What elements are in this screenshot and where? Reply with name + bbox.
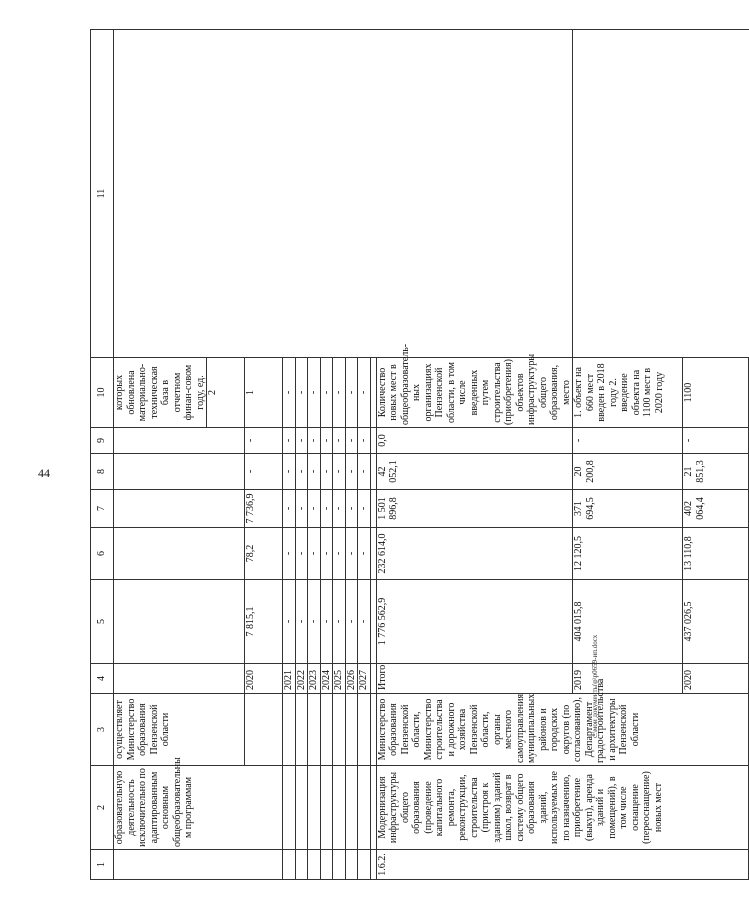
page-number: 44 — [38, 466, 50, 480]
table-cell — [345, 694, 358, 766]
table-cell — [358, 850, 371, 880]
table-cell: - — [333, 490, 346, 528]
table-cell: 1 — [245, 358, 283, 428]
item-description: Модернизация инфраструктуры общего образования (проведение капитального ремонта, реконструкции, строительства (пристроя к зданиям) зданий школ, возврат в систему общего образования зданий, используемых не по назначению, приобретение (выкуп), аренда зданий и помещений), в том числе оснащение (переоснащение) новых мест — [376, 766, 749, 850]
table-cell: 12 120,5 — [573, 528, 683, 580]
table-cell: - — [320, 490, 333, 528]
col-header-11: 11 — [91, 30, 114, 358]
table-cell: - — [345, 528, 358, 580]
table-cell — [320, 766, 333, 850]
table-cell: 2023 — [308, 664, 321, 694]
table-cell: 2020 — [683, 664, 749, 694]
table-cell: - — [283, 454, 296, 490]
table-cell: - — [358, 454, 371, 490]
table-cell — [308, 766, 321, 850]
table-cell — [333, 766, 346, 850]
table-cell — [333, 850, 346, 880]
table-cell: - — [358, 528, 371, 580]
item-executors: Министерство образования Пензенской области, Министерство строительства и дорожного хозяйства Пензенской области, органы местного самоуправления муниципальных районов и городских округов (по согласованию), Департамент градостроительства и архитектуры Пензенской области — [376, 694, 749, 766]
table-cell: - — [295, 454, 308, 490]
rotated-page-content — [90, 30, 706, 880]
table-cell: 2020 — [245, 664, 283, 694]
table-cell: 7 736,9 — [245, 490, 283, 528]
table-cell: 232 614,0 — [376, 528, 573, 580]
table-cell — [114, 428, 245, 454]
table-cell — [320, 694, 333, 766]
table-cell — [345, 850, 358, 880]
table-cell: - — [320, 454, 333, 490]
table-cell: - — [345, 490, 358, 528]
table-cell: - — [295, 490, 308, 528]
table-cell: - — [333, 358, 346, 428]
table-cell: - — [358, 490, 371, 528]
table-cell — [320, 850, 333, 880]
col-header-10: 10 — [91, 358, 114, 428]
table-cell: - — [295, 358, 308, 428]
table-cell: - — [283, 580, 296, 664]
table-cell: - — [320, 428, 333, 454]
table-cell: - — [345, 428, 358, 454]
table-cell: 2025 — [333, 664, 346, 694]
table-cell: 437 026,5 — [683, 580, 749, 664]
table-cell: 2024 — [320, 664, 333, 694]
table-cell: - — [345, 454, 358, 490]
table-cell: 2021 — [283, 664, 296, 694]
table-cell: - — [308, 490, 321, 528]
table-cell: - — [345, 358, 358, 428]
table-cell: - — [333, 580, 346, 664]
col-header-3: 3 — [91, 694, 114, 766]
table-cell: - — [308, 428, 321, 454]
table-cell: 1 501 896,8 — [376, 490, 573, 528]
table-cell: - — [358, 358, 371, 428]
cont-c11 — [114, 30, 573, 358]
table-cell — [283, 850, 296, 880]
table-cell: 2019 — [573, 664, 683, 694]
table-cell: 13 110,8 — [683, 528, 749, 580]
table-cell: - — [308, 454, 321, 490]
table-cell — [283, 694, 296, 766]
table-cell: - — [295, 428, 308, 454]
col-header-1: 1 — [91, 850, 114, 880]
table-cell: - — [308, 580, 321, 664]
table-cell — [358, 694, 371, 766]
cont-c10: которых обновлена материально-техническая база в отчетном финан-совом году, ед. — [114, 358, 207, 428]
program-table — [90, 29, 749, 880]
table-cell — [245, 694, 283, 766]
table-cell: - — [295, 580, 308, 664]
table-cell: 2027 — [358, 664, 371, 694]
table-cell: 404 015,8 — [573, 580, 683, 664]
table-cell — [114, 490, 245, 528]
table-cell: - — [333, 454, 346, 490]
col-header-8: 8 — [91, 454, 114, 490]
table-cell: 1. объект на 660 мест введен в 2018 году 2. введение объекта на 1100 мест в 2020 году — [573, 358, 683, 428]
table-cell — [114, 528, 245, 580]
table-cell: - — [358, 580, 371, 664]
column-number-row — [91, 30, 114, 880]
cont-c3: осуществляет Министерство образования Пензенской области — [114, 694, 245, 766]
table-cell: - — [283, 490, 296, 528]
table-cell: - — [358, 428, 371, 454]
table-cell — [358, 766, 371, 850]
table-cell: - — [333, 428, 346, 454]
table-cell — [295, 694, 308, 766]
col-header-4: 4 — [91, 664, 114, 694]
cont-c10-row1: 2 — [207, 358, 245, 428]
table-row — [114, 30, 207, 880]
col-header-5: 5 — [91, 580, 114, 664]
table-cell: 42 052,1 — [376, 454, 573, 490]
cont-c1 — [114, 850, 283, 880]
table-cell — [308, 694, 321, 766]
col-header-2: 2 — [91, 766, 114, 850]
table-cell: - — [573, 428, 683, 454]
table-cell — [295, 766, 308, 850]
col-header-9: 9 — [91, 428, 114, 454]
table-cell — [345, 766, 358, 850]
table-cell — [333, 694, 346, 766]
table-cell: - — [283, 528, 296, 580]
table-cell — [114, 664, 245, 694]
table-cell: - — [320, 358, 333, 428]
table-cell: - — [308, 528, 321, 580]
table-cell: - — [308, 358, 321, 428]
table-cell — [114, 580, 245, 664]
table-cell: - — [345, 580, 358, 664]
table-cell: - — [295, 528, 308, 580]
table-cell: 2022 — [295, 664, 308, 694]
table-cell — [114, 454, 245, 490]
table-cell: - — [320, 580, 333, 664]
item-number: 1.6.2. — [376, 850, 749, 880]
table-cell: 402 064,4 — [683, 490, 749, 528]
table-cell: 7 815,1 — [245, 580, 283, 664]
table-cell: 2026 — [345, 664, 358, 694]
table-cell: 21 851,3 — [683, 454, 749, 490]
cont-c2: образовательную деятельность исключительно по адаптированным основным общеобразовательны м программам — [114, 766, 283, 850]
table-cell: 1 776 562,9 — [376, 580, 573, 664]
table-cell: - — [245, 428, 283, 454]
col-header-7: 7 — [91, 490, 114, 528]
item-indicator: Количество новых мест в общеобразователь-ных организациях Пензенской области, в том числе введенных путем строительства (приобретения) объектов инфраструктуры общего образования, место — [376, 358, 573, 428]
table-cell: - — [283, 428, 296, 454]
col-header-6: 6 — [91, 528, 114, 580]
table-cell — [295, 850, 308, 880]
table-cell — [283, 766, 296, 850]
table-cell: 20 200,8 — [573, 454, 683, 490]
table-cell: - — [683, 428, 749, 454]
total-label: Итого — [376, 664, 573, 694]
table-cell: - — [283, 358, 296, 428]
footer-file-path: c:\мои документы\p\p0659-ип.docx — [591, 634, 599, 738]
table-cell: - — [333, 528, 346, 580]
table-cell — [308, 850, 321, 880]
table-cell: - — [245, 454, 283, 490]
table-cell: 0,0 — [376, 428, 573, 454]
table-cell: 1100 — [683, 358, 749, 428]
table-cell: 371 694,5 — [573, 490, 683, 528]
table-cell: - — [320, 528, 333, 580]
table-cell: 78,2 — [245, 528, 283, 580]
